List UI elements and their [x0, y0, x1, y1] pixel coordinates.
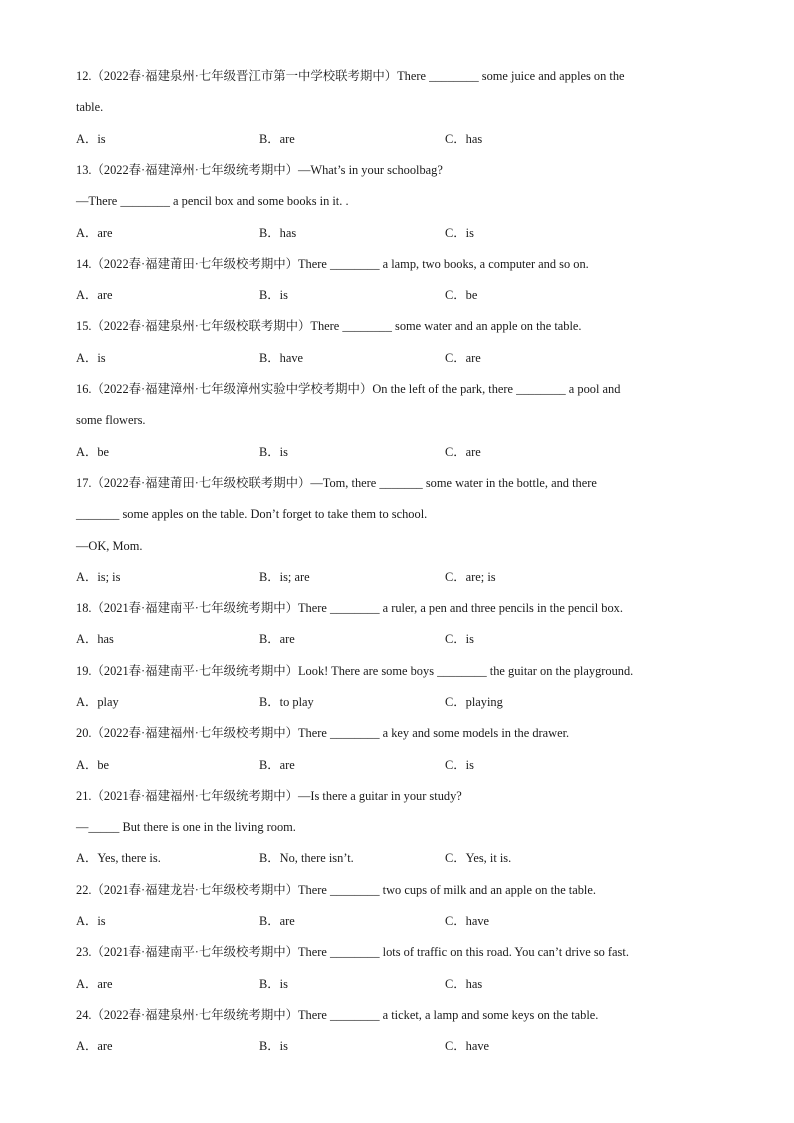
question-stem: 16.（2022春·福建漳州·七年级漳州实验中学校考期中）On the left of the park, there ________ a pool and: [76, 382, 621, 396]
option-c: C．Yes, it is.: [445, 851, 512, 865]
question-stem: 18.（2021春·福建南平·七年级统考期中）There ________ a ruler, a pen and three pencils in the pencil box.: [76, 601, 623, 615]
option-b: B．is: [259, 288, 288, 302]
option-a: A．play: [76, 695, 119, 709]
question-stem: 23.（2021春·福建南平·七年级校考期中）There ________ lots of traffic on this road. You can’t drive so fast.: [76, 945, 629, 959]
option-c: C．playing: [445, 695, 503, 709]
option-a: A．Yes, there is.: [76, 851, 161, 865]
option-a: A．is; is: [76, 570, 121, 584]
question-stem-continued: some flowers.: [76, 413, 146, 427]
question-stem-continued: —There ________ a pencil box and some books in it. .: [76, 194, 349, 208]
option-b: B．is: [259, 445, 288, 459]
question-stem: 15.（2022春·福建泉州·七年级校联考期中）There ________ some water and an apple on the table.: [76, 319, 582, 333]
option-b: B．is; are: [259, 570, 310, 584]
option-b: B．are: [259, 132, 295, 146]
option-b: B．has: [259, 226, 297, 240]
option-a: A．has: [76, 632, 114, 646]
option-a: A．are: [76, 288, 113, 302]
question-stem-continued: _______ some apples on the table. Don’t forget to take them to school.: [76, 507, 428, 521]
option-c: C．are: [445, 445, 481, 459]
question-stem: 20.（2022春·福建福州·七年级校考期中）There ________ a key and some models in the drawer.: [76, 726, 570, 740]
question-stem: 13.（2022春·福建漳州·七年级统考期中）—What’s in your schoolbag?: [76, 163, 443, 177]
option-b: B．are: [259, 758, 295, 772]
option-b: B．is: [259, 977, 288, 991]
option-a: A．be: [76, 445, 110, 459]
option-c: C．is: [445, 226, 474, 240]
option-b: B．is: [259, 1039, 288, 1053]
question-stem-continued: —_____ But there is one in the living room.: [76, 820, 296, 834]
option-c: C．are; is: [445, 570, 496, 584]
question-stem: 24.（2022春·福建泉州·七年级统考期中）There ________ a ticket, a lamp and some keys on the table.: [76, 1008, 599, 1022]
option-b: B．have: [259, 351, 304, 365]
question-stem: 14.（2022春·福建莆田·七年级校考期中）There ________ a lamp, two books, a computer and so on.: [76, 257, 589, 271]
question-stem: 21.（2021春·福建福州·七年级统考期中）—Is there a guitar in your study?: [76, 789, 462, 803]
question-stem: 22.（2021春·福建龙岩·七年级校考期中）There ________ two cups of milk and an apple on the table.: [76, 883, 596, 897]
option-b: B．No, there isn’t.: [259, 851, 354, 865]
option-a: A．be: [76, 758, 110, 772]
option-b: B．are: [259, 914, 295, 928]
question-stem: 12.（2022春·福建泉州·七年级晋江市第一中学校联考期中）There ________ some juice and apples on the: [76, 69, 625, 83]
option-c: C．are: [445, 351, 481, 365]
option-a: A．are: [76, 977, 113, 991]
option-c: C．has: [445, 132, 483, 146]
option-c: C．has: [445, 977, 483, 991]
option-a: A．are: [76, 1039, 113, 1053]
option-a: A．is: [76, 351, 106, 365]
question-stem-continued: table.: [76, 100, 104, 114]
question-stem: 17.（2022春·福建莆田·七年级校联考期中）—Tom, there _______ some water in the bottle, and there: [76, 476, 597, 490]
option-b: B．to play: [259, 695, 314, 709]
question-stem-continued: —OK, Mom.: [76, 539, 143, 553]
option-a: A．is: [76, 914, 106, 928]
option-c: C．is: [445, 758, 474, 772]
option-a: A．are: [76, 226, 113, 240]
option-c: C．is: [445, 632, 474, 646]
option-c: C．be: [445, 288, 478, 302]
option-c: C．have: [445, 1039, 490, 1053]
option-b: B．are: [259, 632, 295, 646]
option-c: C．have: [445, 914, 490, 928]
question-stem: 19.（2021春·福建南平·七年级统考期中）Look! There are some boys ________ the guitar on the playground.: [76, 664, 634, 678]
option-a: A．is: [76, 132, 106, 146]
